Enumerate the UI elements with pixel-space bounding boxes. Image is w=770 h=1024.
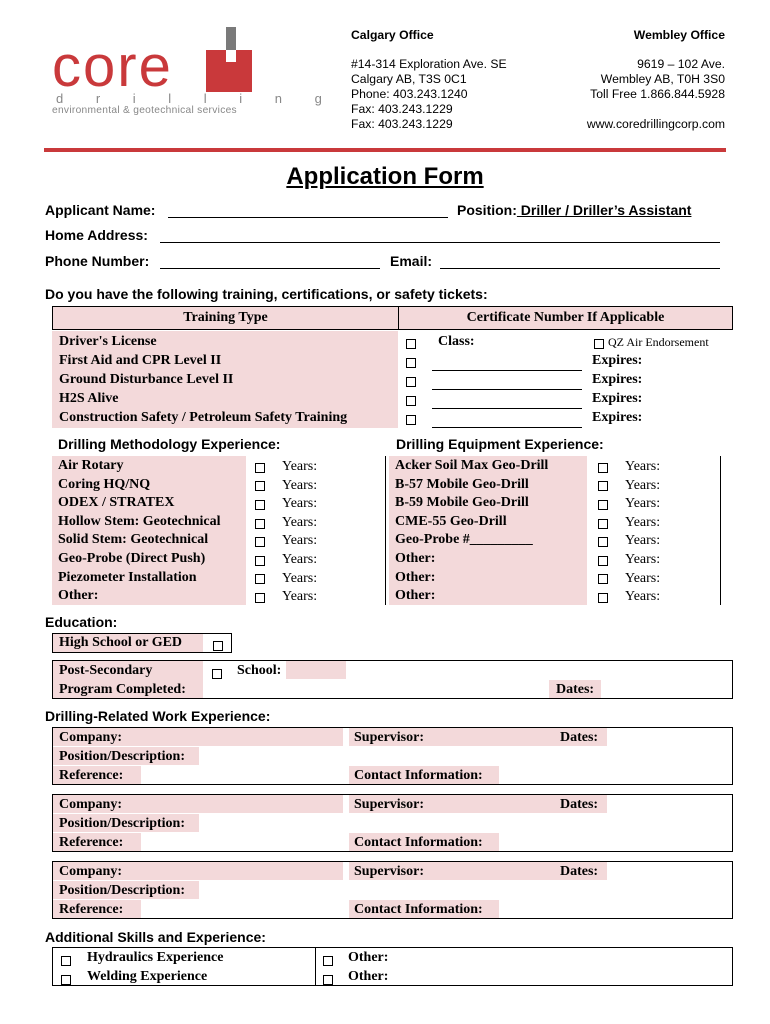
methodology-item: Solid Stem: Geotechnical <box>58 532 209 548</box>
equipment-item: CME-55 Geo-Drill <box>395 513 507 529</box>
training-question: Do you have the following training, certifications, or safety tickets: <box>45 286 488 302</box>
page-title: Application Form <box>286 163 484 190</box>
methodology-checkbox[interactable] <box>255 478 265 496</box>
equipment-checkbox[interactable] <box>598 478 608 496</box>
work-reference-label: Reference: <box>59 902 124 917</box>
expires-label-2: Expires: <box>592 372 643 387</box>
work-supervisor-label: Supervisor: <box>354 797 424 812</box>
methodology-years-label: Years: <box>282 459 318 474</box>
methodology-years-label: Years: <box>282 589 318 605</box>
methodology-years-label: Years: <box>282 477 318 493</box>
skill-checkbox-other-1[interactable] <box>323 952 333 970</box>
equipment-checkbox[interactable] <box>598 589 608 607</box>
education-heading: Education: <box>45 614 118 630</box>
work-reference-label: Reference: <box>59 835 124 850</box>
work-company-label: Company: <box>59 730 123 745</box>
class-label: Class: <box>438 334 475 349</box>
equipment-years-label: Years: <box>625 589 661 605</box>
cert-line-2 <box>432 389 582 390</box>
methodology-years-label: Years: <box>282 552 318 567</box>
calgary-office-title: Calgary Office <box>351 28 434 42</box>
calgary-fax: Fax: 403.243.1229 <box>351 102 453 116</box>
work-contact-label: Contact Information: <box>354 902 483 917</box>
work-experience-block <box>52 861 733 919</box>
work-supervisor-label: Supervisor: <box>354 864 424 879</box>
skill-welding: Welding Experience <box>87 969 208 984</box>
school-label: School: <box>237 663 282 678</box>
expires-label-4: Expires: <box>592 410 643 425</box>
expires-label-1: Expires: <box>592 353 643 368</box>
wembley-office-title: Wembley Office <box>633 28 725 42</box>
skill-checkbox-other-2[interactable] <box>323 971 333 989</box>
methodology-checkbox[interactable] <box>255 571 265 589</box>
postsecondary-box <box>52 660 733 699</box>
work-dates-label: Dates: <box>560 864 599 879</box>
methodology-checkbox[interactable] <box>255 496 265 514</box>
calgary-city: Calgary AB, T3S 0C1 <box>351 72 467 86</box>
equipment-years-label: Years: <box>625 477 661 493</box>
training-type-header: Training Type <box>183 310 268 325</box>
work-dates-label: Dates: <box>560 730 599 745</box>
applicant-name-field[interactable] <box>168 217 448 218</box>
work-dates-label: Dates: <box>560 797 599 812</box>
methodology-years-label: Years: <box>282 514 318 530</box>
equipment-checkbox[interactable] <box>598 496 608 514</box>
methodology-item: Other: <box>58 588 99 604</box>
methodology-checkbox[interactable] <box>255 589 265 607</box>
equipment-checkbox[interactable] <box>598 571 608 589</box>
equipment-years-label: Years: <box>625 552 661 567</box>
work-heading: Drilling-Related Work Experience: <box>45 708 271 724</box>
skill-hydraulics: Hydraulics Experience <box>87 950 224 965</box>
program-label: Program Completed: <box>59 682 186 697</box>
equipment-separator <box>720 456 721 605</box>
cert-line-3 <box>432 408 582 409</box>
methodology-years-label: Years: <box>282 533 318 549</box>
equipment-checkbox[interactable] <box>598 515 608 533</box>
methodology-heading: Drilling Methodology Experience: <box>58 436 281 452</box>
equipment-item: B-57 Mobile Geo-Drill <box>395 476 529 492</box>
equipment-item: Other: <box>395 551 436 566</box>
equipment-item: Other: <box>395 588 436 604</box>
calgary-address: #14-314 Exploration Ave. SE <box>351 57 507 71</box>
home-address-label: Home Address: <box>45 227 148 243</box>
skill-other-1: Other: <box>348 950 389 965</box>
work-contact-label: Contact Information: <box>354 768 483 783</box>
phone-number-field[interactable] <box>160 268 380 269</box>
work-position-label: Position/Description: <box>59 816 185 831</box>
education-dates-label: Dates: <box>556 682 595 697</box>
skills-box <box>52 947 733 986</box>
logo-wordmark: core <box>52 34 173 99</box>
postsecondary-checkbox[interactable] <box>212 665 222 683</box>
equipment-item: Acker Soil Max Geo-Drill <box>395 458 549 473</box>
wembley-address: 9619 – 102 Ave. <box>637 57 725 71</box>
training-item-first-aid: First Aid and CPR Level II <box>59 353 222 368</box>
training-item-drivers-license: Driver's License <box>59 334 157 349</box>
methodology-item: Piezometer Installation <box>58 569 197 585</box>
methodology-separator <box>385 456 386 605</box>
skill-checkbox-hydraulics[interactable] <box>61 952 71 970</box>
work-position-label: Position/Description: <box>59 883 185 898</box>
work-contact-label: Contact Information: <box>354 835 483 850</box>
training-item-ground-disturbance: Ground Disturbance Level II <box>59 372 234 387</box>
equipment-item: Geo-Probe #_________ <box>395 532 533 548</box>
cert-line-1 <box>432 370 582 371</box>
methodology-item: Air Rotary <box>58 458 124 473</box>
header-divider <box>44 148 726 152</box>
equipment-years-label: Years: <box>625 570 661 586</box>
postsecondary-label: Post-Secondary <box>59 663 153 678</box>
wembley-tollfree: Toll Free 1.866.844.5928 <box>590 87 725 101</box>
training-header <box>52 306 733 330</box>
highschool-box <box>52 633 232 653</box>
work-company-label: Company: <box>59 864 123 879</box>
training-item-h2s: H2S Alive <box>59 391 119 406</box>
calgary-office <box>351 28 507 132</box>
work-supervisor-label: Supervisor: <box>354 730 424 745</box>
training-checkbox-1[interactable] <box>406 335 416 353</box>
work-experience-block <box>52 727 733 785</box>
training-checkbox-4[interactable] <box>406 392 416 410</box>
methodology-checkbox[interactable] <box>255 533 265 551</box>
methodology-checkbox[interactable] <box>255 515 265 533</box>
work-reference-label: Reference: <box>59 768 124 783</box>
methodology-years-label: Years: <box>282 570 318 586</box>
equipment-years-label: Years: <box>625 459 661 474</box>
equipment-item: B-59 Mobile Geo-Drill <box>395 495 529 511</box>
email-field[interactable] <box>440 268 720 269</box>
work-experience-block <box>52 794 733 852</box>
equipment-checkbox[interactable] <box>598 459 608 477</box>
methodology-checkbox[interactable] <box>255 459 265 477</box>
logo-mark-notch <box>226 50 236 62</box>
methodology-years-label: Years: <box>282 496 318 512</box>
qz-label: QZ Air Endorsement <box>608 335 709 349</box>
methodology-item: Coring HQ/NQ <box>58 476 151 492</box>
phone-number-label: Phone Number: <box>45 253 150 269</box>
highschool-checkbox[interactable] <box>213 637 223 655</box>
equipment-heading: Drilling Equipment Experience: <box>396 436 604 452</box>
methodology-item: Geo-Probe (Direct Push) <box>58 551 206 566</box>
equipment-checkbox[interactable] <box>598 533 608 551</box>
wembley-office <box>587 28 725 132</box>
equipment-years-label: Years: <box>625 496 661 512</box>
certificate-header: Certificate Number If Applicable <box>466 310 665 325</box>
training-checkbox-3[interactable] <box>406 373 416 391</box>
position-value: Driller / Driller’s Assistant <box>516 202 692 218</box>
logo-subtitle: d r i l l i n g <box>56 91 337 106</box>
skill-checkbox-welding[interactable] <box>61 971 71 989</box>
skills-heading: Additional Skills and Experience: <box>45 929 266 945</box>
methodology-checkbox[interactable] <box>255 552 265 570</box>
highschool-label: High School or GED <box>59 635 183 650</box>
calgary-fax-2: Fax: 403.243.1229 <box>351 117 453 131</box>
wembley-spacer <box>587 102 725 117</box>
wembley-website: www.coredrillingcorp.com <box>586 117 725 131</box>
methodology-item: ODEX / STRATEX <box>58 495 175 511</box>
equipment-years-label: Years: <box>625 533 661 549</box>
cert-line-4 <box>432 427 582 428</box>
equipment-checkbox[interactable] <box>598 552 608 570</box>
email-label: Email: <box>390 253 433 269</box>
training-checkbox-2[interactable] <box>406 354 416 372</box>
skill-other-2: Other: <box>348 969 389 984</box>
training-item-construction-safety: Construction Safety / Petroleum Safety Training <box>59 410 348 425</box>
equipment-years-label: Years: <box>625 514 661 530</box>
work-position-label: Position/Description: <box>59 749 185 764</box>
applicant-name-label: Applicant Name: <box>45 202 156 218</box>
wembley-city: Wembley AB, T0H 3S0 <box>600 72 725 86</box>
work-company-label: Company: <box>59 797 123 812</box>
calgary-phone: Phone: 403.243.1240 <box>351 87 468 101</box>
expires-label-3: Expires: <box>592 391 643 406</box>
position-label: Position: Driller / Driller’s Assistant <box>457 202 692 218</box>
training-checkbox-5[interactable] <box>406 411 416 429</box>
logo-tagline: environmental & geotechnical services <box>52 105 237 116</box>
methodology-item: Hollow Stem: Geotechnical <box>58 513 221 529</box>
equipment-item: Other: <box>395 569 436 585</box>
home-address-field[interactable] <box>160 242 720 243</box>
